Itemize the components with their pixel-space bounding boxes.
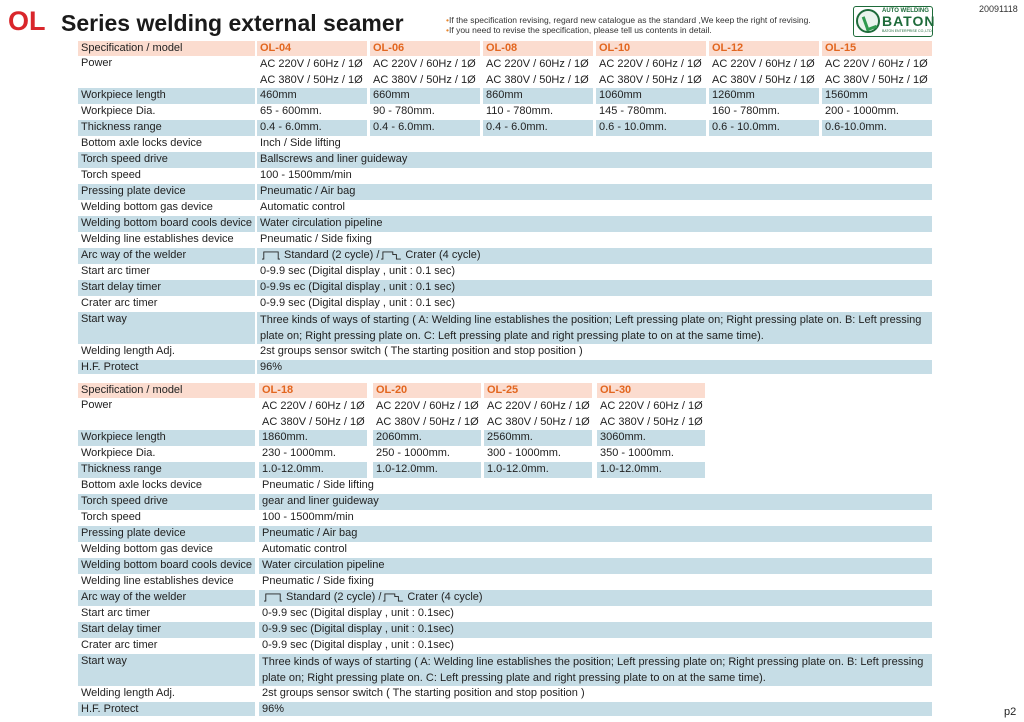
start-way-value: Three kinds of ways of starting ( A: Welding line establishes the position; Left pressing plate on; Right pressing plate on. B: Left pressing plate on; Right pressing plate on. C: Left pressing plate and right pressing plate to on at the same time). [257,312,932,344]
spec-row-dia [78,446,932,462]
torch-speed-value: 100 - 1500mm/min [262,511,354,523]
spec-row-start-delay [78,622,932,638]
thickness-cell: 0.6 - 10.0mm. [709,120,819,136]
cools-value: Water circulation pipeline [257,216,932,232]
logo-brand: BATON [882,13,936,29]
spec-label: Specification / model [78,41,255,56]
spec-label: Start arc timer [81,265,151,277]
spec-row-axle [78,136,932,152]
length-cell: 860mm [483,88,593,104]
model-header-ol-04: OL-04 [257,41,367,56]
standard-cycle-icon [260,249,284,261]
spec-row-arc [78,248,932,264]
power-220v: AC 220V / 60Hz / 1Ø [599,58,702,70]
arc-way-value [259,590,932,606]
revision-note-1: If the specification revising, regard new catalogue as the standard ,We keep the right of revising. [448,15,811,25]
dia-cell: 300 - 1000mm. [487,447,561,459]
length-adj-value: 2st groups sensor switch ( The starting position and stop position ) [262,687,585,699]
dia-cell: 250 - 1000mm. [376,447,450,459]
cools-value: Water circulation pipeline [259,558,932,574]
gas-value: Automatic control [260,201,345,213]
spec-row-gas [78,200,932,216]
thickness-cell: 0.4 - 6.0mm. [483,120,593,136]
spec-row-torch-speed [78,168,932,184]
page-title: Series welding external seamer [61,10,404,36]
spec-row-start-delay [78,280,932,296]
axle-value: Inch / Side lifting [260,137,341,149]
power-380v: AC 380V / 50Hz / 1Ø [376,416,479,428]
spec-label: Pressing plate device [78,526,255,542]
power-220v: AC 220V / 60Hz / 1Ø [373,58,476,70]
spec-label: Torch speed drive [78,152,255,168]
arc-crater-text: Crater (4 cycle) [407,591,483,603]
arc-standard-text: Standard (2 cycle) / [286,591,382,603]
spec-row-start-arc [78,264,932,280]
spec-label: Welding length Adj. [81,345,175,357]
bullet-icon: • [446,25,449,35]
power-cell [483,56,593,88]
spec-label: Welding bottom board cools device [78,216,255,232]
dia-cell: 65 - 600mm. [260,105,322,117]
length-cell: 1060mm [596,88,706,104]
start-way-value: Three kinds of ways of starting ( A: Welding line establishes the position; Left pressing plate on; Right pressing plate on. B: Left pressing plate on; Right pressing plate on. C: Left pressing plate and right pressing plate to on at the same time). [259,654,932,686]
power-220v: AC 220V / 60Hz / 1Ø [260,58,363,70]
power-cell [257,56,367,88]
power-380v: AC 380V / 50Hz / 1Ø [825,74,928,86]
thickness-cell: 0.6 - 10.0mm. [596,120,706,136]
logo-emblem-icon [856,9,880,33]
spec-label: Bottom axle locks device [81,137,203,149]
torch-drive-value: Ballscrews and liner guideway [257,152,932,168]
power-cell [822,56,932,88]
length-adj-value: 2st groups sensor switch ( The starting position and stop position ) [260,345,583,357]
spec-row-torch-speed [78,510,932,526]
model-header-ol-15: OL-15 [822,41,932,56]
crater-value: 0-9.9 sec (Digital display , unit : 0.1sec) [262,639,454,651]
spec-row-torch-drive [78,152,932,168]
power-cell [709,56,819,88]
model-header-ol-08: OL-08 [483,41,593,56]
spec-row-length-adj [78,344,932,360]
model-header-ol-10: OL-10 [596,41,706,56]
thickness-cell: 1.0-12.0mm. [484,462,592,478]
model-header-ol-06: OL-06 [370,41,480,56]
spec-label: Workpiece length [78,88,255,104]
thickness-cell: 1.0-12.0mm. [373,462,481,478]
power-220v: AC 220V / 60Hz / 1Ø [712,58,815,70]
spec-row-pressing [78,184,932,200]
spec-label: Welding length Adj. [81,687,175,699]
arc-way-value [257,248,932,264]
start-delay-value: 0-9.9 sec (Digital display , unit : 0.1sec) [259,622,932,638]
power-220v: AC 220V / 60Hz / 1Ø [486,58,589,70]
length-cell: 1860mm. [259,430,367,446]
power-380v: AC 380V / 50Hz / 1Ø [260,74,363,86]
model-header-ol-18: OL-18 [259,383,367,398]
spec-row-length-adj [78,686,932,702]
spec-label: Specification / model [78,383,255,398]
power-220v: AC 220V / 60Hz / 1Ø [825,58,928,70]
spec-row-dia [78,104,932,120]
spec-label: Crater arc timer [81,297,158,309]
spec-row-crater [78,296,932,312]
spec-row-line [78,574,932,590]
power-220v: AC 220V / 60Hz / 1Ø [376,400,479,412]
dia-cell: 160 - 780mm. [712,105,780,117]
document-date: 20091118 [979,4,1018,14]
spec-table-2 [78,383,932,716]
hf-value: 96% [257,360,932,374]
crater-cycle-icon [379,249,405,261]
power-cell [373,398,481,430]
spec-row-spec [78,41,932,56]
spec-row-hf [78,702,932,716]
spec-row-crater [78,638,932,654]
spec-label: Start delay timer [78,622,255,638]
arc-crater-text: Crater (4 cycle) [405,249,481,261]
thickness-cell: 1.0-12.0mm. [259,462,367,478]
dia-cell: 90 - 780mm. [373,105,435,117]
spec-label: Start way [78,312,255,344]
model-header-ol-20: OL-20 [373,383,481,398]
spec-label: Pressing plate device [78,184,255,200]
power-cell [596,56,706,88]
spec-label: Crater arc timer [81,639,158,651]
spec-row-cools [78,558,932,574]
series-code: OL [8,6,46,36]
bullet-icon: • [446,15,449,25]
spec-row-hf [78,360,932,374]
power-380v: AC 380V / 50Hz / 1Ø [712,74,815,86]
spec-label: Power [81,399,113,411]
spec-row-power [78,56,932,88]
spec-label: Torch speed [81,169,141,181]
power-380v: AC 380V / 50Hz / 1Ø [487,416,590,428]
spec-label: H.F. Protect [78,360,255,374]
dia-cell: 230 - 1000mm. [262,447,336,459]
thickness-cell: 1.0-12.0mm. [597,462,705,478]
spec-label: H.F. Protect [78,702,255,716]
start-delay-value: 0-9.9s ec (Digital display , unit : 0.1 sec) [257,280,932,296]
crater-value: 0-9.9 sec (Digital display , unit : 0.1 sec) [260,297,456,309]
spec-row-length [78,88,932,104]
dia-cell: 350 - 1000mm. [600,447,674,459]
power-cell [259,398,367,430]
power-cell [597,398,705,430]
model-header-ol-12: OL-12 [709,41,819,56]
arc-standard-text: Standard (2 cycle) / [284,249,380,261]
spec-row-axle [78,478,932,494]
spec-row-arc [78,590,932,606]
thickness-cell: 0.4 - 6.0mm. [370,120,480,136]
hf-value: 96% [259,702,932,716]
revision-note-2: If you need to revise the specification, please tell us contents in detail. [448,25,712,35]
spec-label: Workpiece length [78,430,255,446]
power-220v: AC 220V / 60Hz / 1Ø [262,400,365,412]
spec-label: Workpiece Dia. [81,105,156,117]
crater-cycle-icon [381,591,407,603]
power-cell [484,398,592,430]
start-arc-value: 0-9.9 sec (Digital display , unit : 0.1 sec) [260,265,456,277]
spec-label: Welding line establishes device [81,575,234,587]
length-cell: 460mm [257,88,367,104]
spec-label: Welding bottom gas device [81,201,213,213]
dia-cell: 110 - 780mm. [486,105,554,117]
spec-row-line [78,232,932,248]
baton-logo [853,6,936,37]
spec-row-power [78,398,932,430]
torch-drive-value: gear and liner guideway [259,494,932,510]
spec-label: Start way [78,654,255,686]
spec-row-spec [78,383,932,398]
spec-row-thickness [78,462,932,478]
spec-label: Welding line establishes device [81,233,234,245]
spec-label: Power [81,57,113,69]
spec-label: Bottom axle locks device [81,479,203,491]
length-cell: 1260mm [709,88,819,104]
thickness-cell: 0.6-10.0mm. [822,120,932,136]
power-cell [370,56,480,88]
spec-row-start-arc [78,606,932,622]
spec-label: Thickness range [78,120,255,136]
spec-label: Start delay timer [78,280,255,296]
gas-value: Automatic control [262,543,347,555]
revision-notes [446,15,811,35]
spec-row-pressing [78,526,932,542]
dia-cell: 145 - 780mm. [599,105,667,117]
length-cell: 2560mm. [484,430,592,446]
model-header-ol-25: OL-25 [484,383,592,398]
logo-tagline: AUTO WELDING [882,8,929,14]
spec-row-start-way [78,654,932,686]
power-220v: AC 220V / 60Hz / 1Ø [600,400,703,412]
spec-label: Torch speed [81,511,141,523]
spec-row-cools [78,216,932,232]
spec-row-start-way [78,312,932,344]
spec-row-thickness [78,120,932,136]
spec-label: Welding bottom gas device [81,543,213,555]
dia-cell: 200 - 1000mm. [825,105,899,117]
length-cell: 660mm [370,88,480,104]
model-header-ol-30: OL-30 [597,383,705,398]
page-number: p2 [1004,706,1017,718]
spec-label: Torch speed drive [78,494,255,510]
spec-label: Start arc timer [81,607,151,619]
length-cell: 1560mm [822,88,932,104]
standard-cycle-icon [262,591,286,603]
spec-row-gas [78,542,932,558]
power-380v: AC 380V / 50Hz / 1Ø [262,416,365,428]
spec-table-1 [78,41,932,374]
spec-label: Welding bottom board cools device [78,558,255,574]
power-380v: AC 380V / 50Hz / 1Ø [486,74,589,86]
spec-label: Workpiece Dia. [81,447,156,459]
spec-label: Thickness range [78,462,255,478]
power-380v: AC 380V / 50Hz / 1Ø [600,416,703,428]
torch-speed-value: 100 - 1500mm/min [260,169,352,181]
spec-row-torch-drive [78,494,932,510]
axle-value: Pneumatic / Side lifting [262,479,374,491]
line-value: Pneumatic / Side fixing [262,575,374,587]
spec-label: Arc way of the welder [78,590,255,606]
length-cell: 3060mm. [597,430,705,446]
length-cell: 2060mm. [373,430,481,446]
thickness-cell: 0.4 - 6.0mm. [257,120,367,136]
start-arc-value: 0-9.9 sec (Digital display , unit : 0.1sec) [262,607,454,619]
power-380v: AC 380V / 50Hz / 1Ø [599,74,702,86]
spec-label: Arc way of the welder [78,248,255,264]
power-220v: AC 220V / 60Hz / 1Ø [487,400,590,412]
pressing-value: Pneumatic / Air bag [259,526,932,542]
spec-row-length [78,430,932,446]
logo-company: BATON ENTERPRISE CO.,LTD. [882,29,933,33]
power-380v: AC 380V / 50Hz / 1Ø [373,74,476,86]
line-value: Pneumatic / Side fixing [260,233,372,245]
pressing-value: Pneumatic / Air bag [257,184,932,200]
